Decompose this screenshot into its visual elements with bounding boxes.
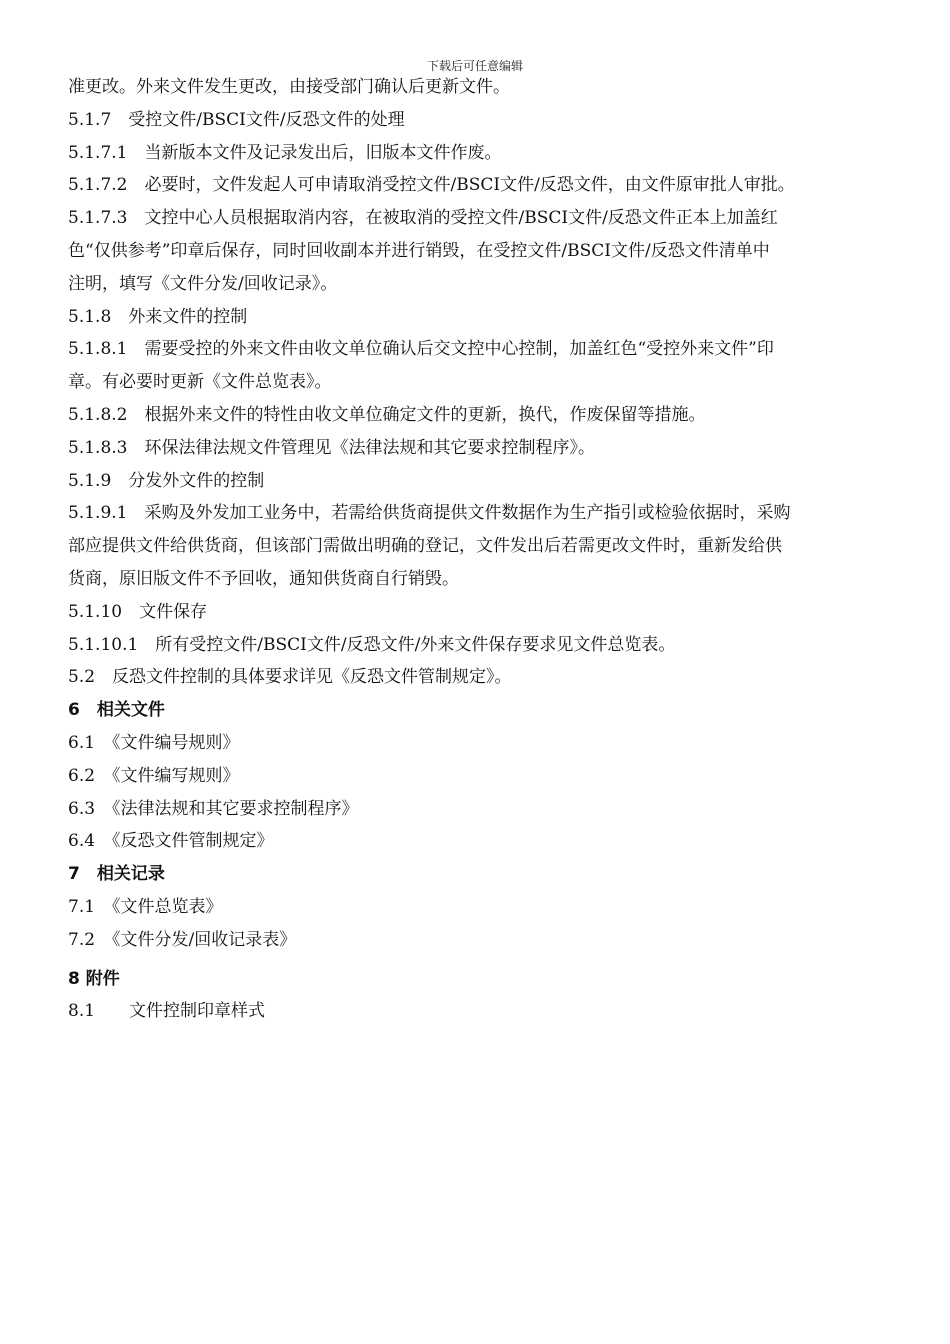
paragraph-line: 5.1.8.2 根据外来文件的特性由收文单位确定文件的更新，换代，作废保留等措施。 [68, 404, 706, 425]
paragraph-line: 5.1.8.1 需要受控的外来文件由收文单位确认后交文控中心控制，加盖红色“受控外来文件”印 [68, 339, 774, 360]
paragraph-line: 5.2 反恐文件控制的具体要求详见《反恐文件管制规定》。 [68, 667, 512, 688]
list-item: 6.3 《法律法规和其它要求控制程序》 [68, 798, 359, 819]
list-item: 6.1 《文件编号规则》 [68, 732, 240, 753]
document-body [68, 71, 886, 1028]
list-item: 6.4 《反恐文件管制规定》 [68, 831, 274, 852]
list-item: 6.2 《文件编写规则》 [68, 765, 240, 786]
section-heading-5-1-10: 5.1.10 文件保存 [68, 601, 208, 622]
paragraph-line: 5.1.7.1 当新版本文件及记录发出后，旧版本文件作废。 [68, 142, 502, 163]
paragraph-line: 准更改。外来文件发生更改，由接受部门确认后更新文件。 [68, 77, 510, 97]
paragraph-line: 5.1.8.3 环保法律法规文件管理见《法律法规和其它要求控制程序》。 [68, 437, 595, 458]
paragraph-line: 5.1.10.1 所有受控文件/BSCI文件/反恐文件/外来文件保存要求见文件总览表。 [68, 634, 676, 655]
section-7-heading: 7 相关记录 [68, 864, 165, 885]
section-8-heading: 8 附件 [68, 968, 120, 989]
list-item: 7.2 《文件分发/回收记录表》 [68, 929, 297, 950]
paragraph-line: 货商，原旧版文件不予回收，通知供货商自行销毁。 [68, 568, 459, 589]
list-item: 8.1 文件控制印章样式 [68, 1001, 266, 1022]
paragraph-line: 5.1.7.3 文控中心人员根据取消内容，在被取消的受控文件/BSCI文件/反恐文件正本上加盖红 [68, 208, 778, 229]
section-heading-5-1-8: 5.1.8 外来文件的控制 [68, 306, 248, 327]
paragraph-line: 部应提供文件给供货商，但该部门需做出明确的登记，文件发出后若需更改文件时，重新发给供 [68, 536, 782, 557]
paragraph-line: 5.1.7.2 必要时，文件发起人可申请取消受控文件/BSCI文件/反恐文件，由文件原审批人审批。 [68, 175, 795, 196]
section-heading-5-1-9: 5.1.9 分发外文件的控制 [68, 470, 265, 491]
section-6-heading: 6 相关文件 [68, 700, 165, 721]
paragraph-line: 色“仅供参考”印章后保存，同时回收副本并进行销毁，在受控文件/BSCI文件/反恐文件清单中 [68, 240, 770, 261]
paragraph-line: 注明，填写《文件分发/回收记录》。 [68, 273, 338, 294]
list-item: 7.1 《文件总览表》 [68, 896, 223, 917]
paragraph-line: 章。有必要时更新《文件总览表》。 [68, 372, 332, 393]
section-heading-5-1-7: 5.1.7 受控文件/BSCI文件/反恐文件的处理 [68, 109, 405, 130]
header-note: 下载后可任意编辑 [426, 59, 523, 73]
paragraph-line: 5.1.9.1 采购及外发加工业务中，若需给供货商提供文件数据作为生产指引或检验依据时，采购 [68, 503, 791, 524]
